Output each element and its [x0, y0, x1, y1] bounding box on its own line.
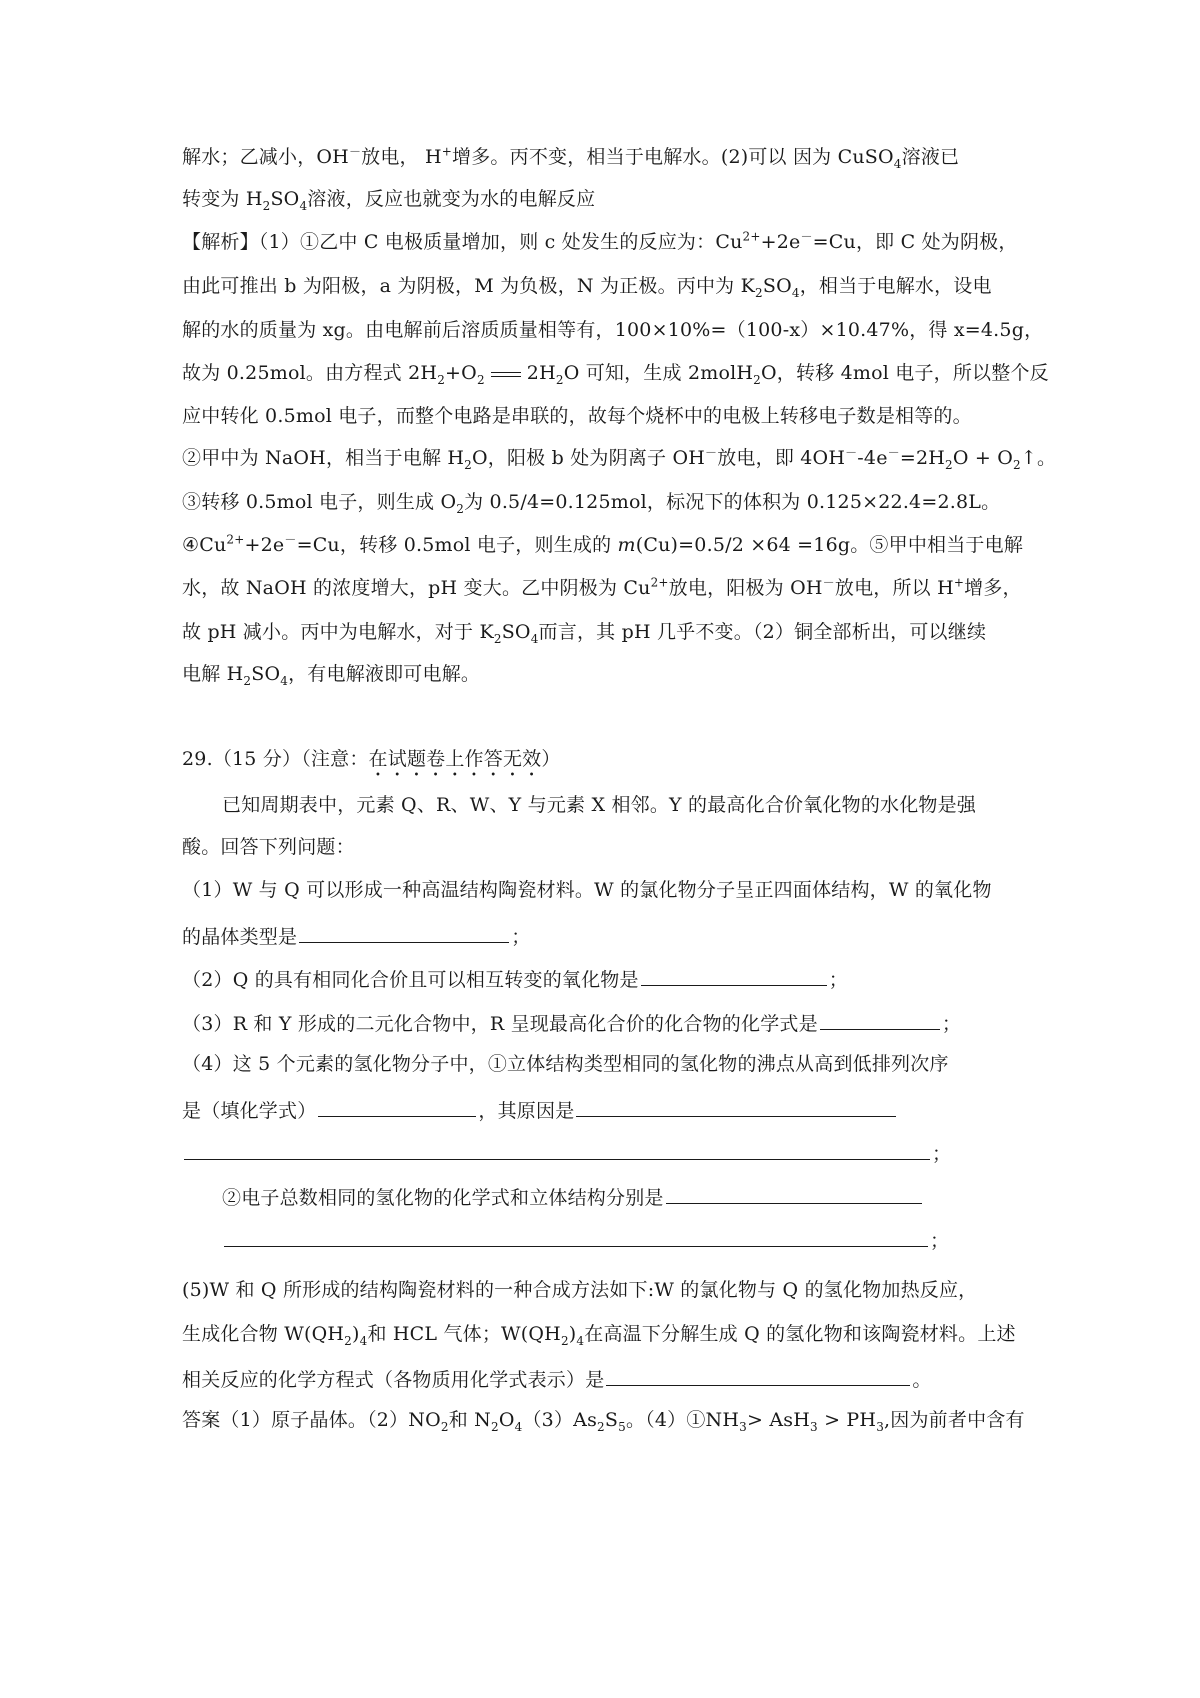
part-5-line-3: 相关反应的化学方程式（各物质用化学式表示）是 。 [182, 1365, 932, 1392]
answer-blank-4d[interactable] [666, 1183, 922, 1204]
analysis-line-9: 水，故 NaOH 的浓度增大，pH 变大。乙中阴极为 $Cu^{2+}$放电，阳极为 OH－放电，所以 H+增多， [182, 575, 1022, 599]
part-4-line-1: （4）这 5 个元素的氢化物分子中，①立体结构类型相同的氢化物的沸点从高到低排列次序 [182, 1053, 949, 1075]
answer-blank-3[interactable] [820, 1009, 940, 1030]
analysis-line-5: 应中转化 0.5mol 电子，而整个电路是串联的，故每个烧杯中的电极上转移电子数是相等的。 [182, 405, 972, 427]
emphasis-note: 在试题卷上作答无效 [368, 748, 542, 770]
part-5-line-2: 生成化合物 $W(QH_2)_4$和 HCL 气体；$W(QH_2)_4$在高温下分解生成 Q 的氢化物和该陶瓷材料。上述 [182, 1323, 1016, 1348]
answer-prev-line-1: 解水；乙减小，OH－放电， H+增多。丙不变，相当于电解水。(2)可以 因为 CuSO$_4$溶液已 [182, 144, 960, 171]
analysis-line-6: ②甲中为 NaOH，相当于电解 $H_2O$，阳极 b 处为阴离子 OH－放电，即 $4OH^--4e^-=2H_2O$ + $O_2↑$。 [182, 445, 1057, 472]
answer-blank-5[interactable] [606, 1365, 910, 1386]
part-2-line: （2）Q 的具有相同化合价且可以相互转变的氧化物是 ； [182, 965, 848, 992]
part-1-line-1: （1）W 与 Q 可以形成一种高温结构陶瓷材料。W 的氯化物分子呈正四面体结构，W 的氧化物 [182, 879, 992, 901]
analysis-line-3: 解的水的质量为 xg。由电解前后溶质质量相等有，100×10%=（100-x）×10.47%，得 x=4.5g， [182, 319, 1044, 341]
part-4-line-4: ②电子总数相同的氢化物的化学式和立体结构分别是 [222, 1183, 924, 1210]
answer-blank-4e[interactable] [224, 1226, 928, 1247]
part-4-line-3: ； [182, 1139, 951, 1166]
analysis-line-7: ③转移 0.5mol 电子，则生成 $O_2$为 0.5/4=0.125mol，标况下的体积为 0.125×22.4=2.8L。 [182, 491, 1001, 516]
answer-blank-4b[interactable] [576, 1096, 896, 1117]
question-29-stem-line-1: 已知周期表中，元素 Q、R、W、Y 与元素 X 相邻。Y 的最高化合价氧化物的水化物是强 [222, 794, 977, 816]
question-29-stem-line-2: 酸。回答下列问题： [182, 836, 355, 858]
analysis-line-2: 由此可推出 b 为阳极，a 为阴极，M 为负极，N 为正极。丙中为 $K_2SO_4$，相当于电解水，设电 [182, 275, 992, 300]
part-3-line: （3）R 和 Y 形成的二元化合物中，R 呈现最高化合价的化合物的化学式是 ； [182, 1009, 961, 1036]
answer-blank-4c[interactable] [184, 1139, 930, 1160]
analysis-line-4: 故为 0.25mol。由方程式 $2H_2+O_2$ $2H_2O$ 可知，生成 2molH$_2$O，转移 4mol 电子，所以整个反 [182, 362, 1049, 387]
part-4-line-5: ； [222, 1226, 949, 1253]
answer-blank-4a[interactable] [318, 1096, 476, 1117]
equals-sign-icon [491, 372, 521, 377]
analysis-line-11: 电解 $H_2SO_4$，有电解液即可电解。 [182, 663, 481, 688]
question-29-heading: 29.（15 分）（注意：在试题卷上作答无效） [182, 748, 561, 770]
part-4-line-2: 是（填化学式） ，其原因是 [182, 1096, 898, 1123]
part-1-line-2: 的晶体类型是 ； [182, 922, 530, 949]
answer-line: 答案（1）原子晶体。$(2)NO_2$和 $N_2O_4(3)As_2S_5$。$(4)①NH_3> AsH_3 > PH_3$,因为前者中含有 [182, 1409, 1025, 1434]
part-5-line-1: (5)W 和 Q 所形成的结构陶瓷材料的一种合成方法如下:W 的氯化物与 Q 的氢化物加热反应， [182, 1279, 978, 1301]
answer-blank-1[interactable] [299, 922, 509, 943]
answer-prev-line-2: 转变为 $H_2SO_4$溶液，反应也就变为水的电解反应 [182, 188, 596, 213]
answer-blank-2[interactable] [641, 965, 827, 986]
analysis-line-8: $④Cu^{2+}+2e^-=Cu$，转移 0.5mol 电子，则生成的 m(Cu)=0.5/2 ×64 =16g。⑤甲中相当于电解 [182, 532, 1024, 556]
analysis-line-10: 故 pH 减小。丙中为电解水，对于 $K_2SO_4$而言，其 pH 几乎不变。（2）铜全部析出，可以继续 [182, 621, 987, 646]
analysis-line-1: 【解析】（1）①乙中 C 电极质量增加，则 c 处发生的反应为：$Cu^{2+}+2e^-=Cu$，即 C 处为阴极， [182, 229, 1018, 253]
